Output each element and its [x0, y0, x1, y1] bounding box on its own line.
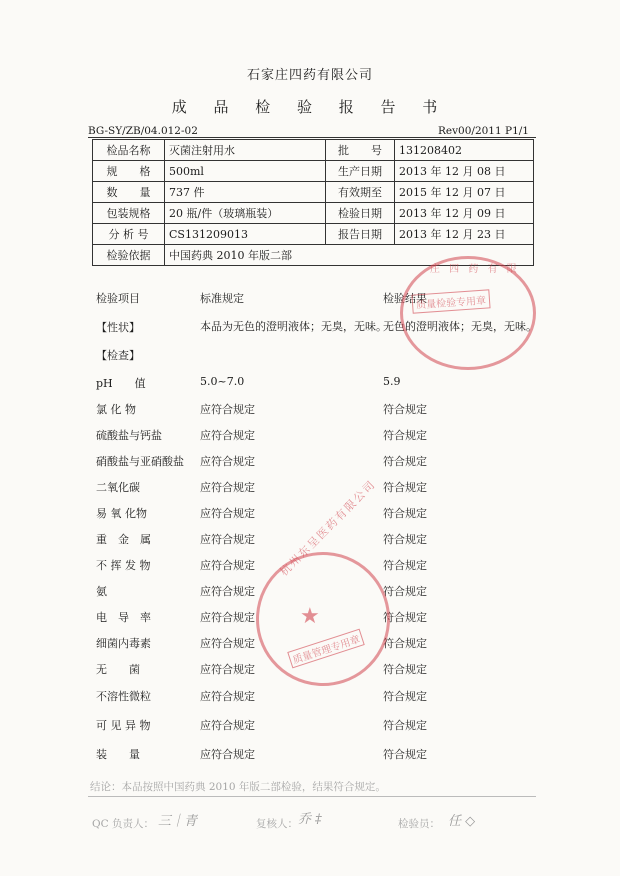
check-name: 硝酸盐与亚硝酸盐	[96, 455, 184, 468]
table-row	[96, 479, 556, 495]
check-name: 氨	[96, 585, 107, 598]
check-standard: 应符合规定	[200, 719, 255, 732]
label-cell: 数 量	[93, 182, 165, 203]
check-result: 符合规定	[383, 403, 427, 416]
table-row	[93, 182, 534, 203]
check-result: 符合规定	[383, 585, 427, 598]
check-standard: 应符合规定	[200, 663, 255, 676]
check-standard: 应符合规定	[200, 429, 255, 442]
check-name: 可 见 异 物	[96, 719, 151, 732]
check-result: 符合规定	[383, 637, 427, 650]
check-standard: 应符合规定	[200, 585, 255, 598]
check-name: 二氧化碳	[96, 481, 140, 494]
label-cell: 检品名称	[93, 140, 165, 161]
header-rule	[88, 137, 536, 138]
header-item: 检验项目	[96, 292, 140, 305]
conclusion: 结论：本品按照中国药典 2010 年版二部检验，结果符合规定。	[90, 781, 386, 793]
table-row	[93, 203, 534, 224]
company-stamp-text: 庄 四 药 有 限	[430, 264, 520, 275]
qc-label: QC 负责人：	[92, 818, 154, 830]
label-cell: 检验依据	[93, 245, 165, 266]
check-standard: 应符合规定	[200, 455, 255, 468]
label-cell: 检验日期	[326, 203, 395, 224]
check-result: 符合规定	[383, 690, 427, 703]
label-cell: 批 号	[326, 140, 395, 161]
check-result: 符合规定	[383, 455, 427, 468]
table-row	[93, 224, 534, 245]
check-standard: 应符合规定	[200, 748, 255, 761]
table-row	[96, 375, 556, 391]
header-standard: 标准规定	[200, 292, 244, 305]
traits-result: 无色的澄明液体；无臭，无味。	[383, 320, 537, 333]
check-name: 装 量	[96, 748, 140, 761]
check-name: 氯 化 物	[96, 403, 136, 416]
report-title: 成 品 检 验 报 告 书	[171, 98, 449, 116]
check-standard: 应符合规定	[200, 403, 255, 416]
table-row	[93, 140, 534, 161]
value-cell: 20 瓶/件（玻璃瓶装）	[165, 203, 326, 224]
table-row	[96, 401, 556, 417]
info-table	[92, 139, 534, 266]
table-row	[96, 746, 556, 762]
check-standard: 应符合规定	[200, 637, 255, 650]
revision: Rev00/2011 P1/1	[438, 125, 529, 137]
table-row	[96, 427, 556, 443]
value-cell: 737 件	[165, 182, 326, 203]
inspector-label: 检验员：	[398, 818, 440, 830]
value-cell: 中国药典 2010 年版二部	[165, 245, 534, 266]
label-cell: 包装规格	[93, 203, 165, 224]
inspector-signature: 任 ◇	[448, 814, 476, 829]
value-cell: 灭菌注射用水	[165, 140, 326, 161]
label-cell: 规 格	[93, 161, 165, 182]
partner-stamp-label: 质量管理专用章	[287, 629, 365, 669]
check-result: 符合规定	[383, 663, 427, 676]
check-result: 符合规定	[383, 507, 427, 520]
label-cell: 报告日期	[326, 224, 395, 245]
value-cell: 2015 年 12 月 07 日	[395, 182, 534, 203]
company-name: 石家庄四药有限公司	[246, 68, 373, 83]
check-result: 符合规定	[383, 611, 427, 624]
reviewer-label: 复核人：	[256, 818, 298, 830]
partner-stamp-ring: 杭州东呈医药有限公司	[277, 477, 379, 579]
check-standard: 应符合规定	[200, 507, 255, 520]
value-cell: 500ml	[165, 161, 326, 182]
check-standard: 应符合规定	[200, 559, 255, 572]
check-result: 符合规定	[383, 481, 427, 494]
footer-rule	[88, 796, 536, 797]
check-result: 符合规定	[383, 748, 427, 761]
value-cell: 2013 年 12 月 09 日	[395, 203, 534, 224]
traits-standard: 本品为无色的澄明液体；无臭，无味。	[200, 320, 387, 333]
table-row	[96, 453, 556, 469]
check-standard: 应符合规定	[200, 611, 255, 624]
check-result: 符合规定	[383, 533, 427, 546]
check-result: 符合规定	[383, 719, 427, 732]
section-traits: 【性状】	[96, 321, 140, 334]
value-cell: 131208402	[395, 140, 534, 161]
check-name: 重 金 属	[96, 533, 151, 546]
label-cell: 生产日期	[326, 161, 395, 182]
check-name: 易 氧 化物	[96, 507, 147, 520]
star-icon: ★	[300, 604, 320, 629]
label-cell: 有效期至	[326, 182, 395, 203]
check-standard: 应符合规定	[200, 533, 255, 546]
check-name: 不 挥 发 物	[96, 559, 151, 572]
reviewer-signature: 乔 ‡	[298, 812, 322, 827]
doc-code: BG-SY/ZB/04.012-02	[88, 125, 198, 137]
header-result: 检验结果	[383, 292, 427, 305]
check-result: 符合规定	[383, 429, 427, 442]
value-cell: 2013 年 12 月 08 日	[395, 161, 534, 182]
qc-signature: 三｜青	[158, 814, 198, 829]
check-result: 5.9	[383, 375, 401, 388]
check-standard: 5.0~7.0	[200, 375, 245, 388]
check-name: 硫酸盐与钙盐	[96, 429, 162, 442]
check-standard: 应符合规定	[200, 690, 255, 703]
label-cell: 分 析 号	[93, 224, 165, 245]
table-row	[96, 717, 556, 733]
check-result: 符合规定	[383, 559, 427, 572]
company-stamp-label: 质量检验专用章	[411, 289, 490, 313]
check-standard: 应符合规定	[200, 481, 255, 494]
value-cell: CS131209013	[165, 224, 326, 245]
check-name: 电 导 率	[96, 611, 151, 624]
table-row	[93, 161, 534, 182]
check-name: 细菌内毒素	[96, 637, 151, 650]
section-checks: 【检查】	[96, 349, 140, 362]
check-name: 不溶性微粒	[96, 690, 151, 703]
value-cell: 2013 年 12 月 23 日	[395, 224, 534, 245]
table-row	[96, 688, 556, 704]
check-name: 无 菌	[96, 663, 140, 676]
check-name: pH 值	[96, 377, 146, 390]
